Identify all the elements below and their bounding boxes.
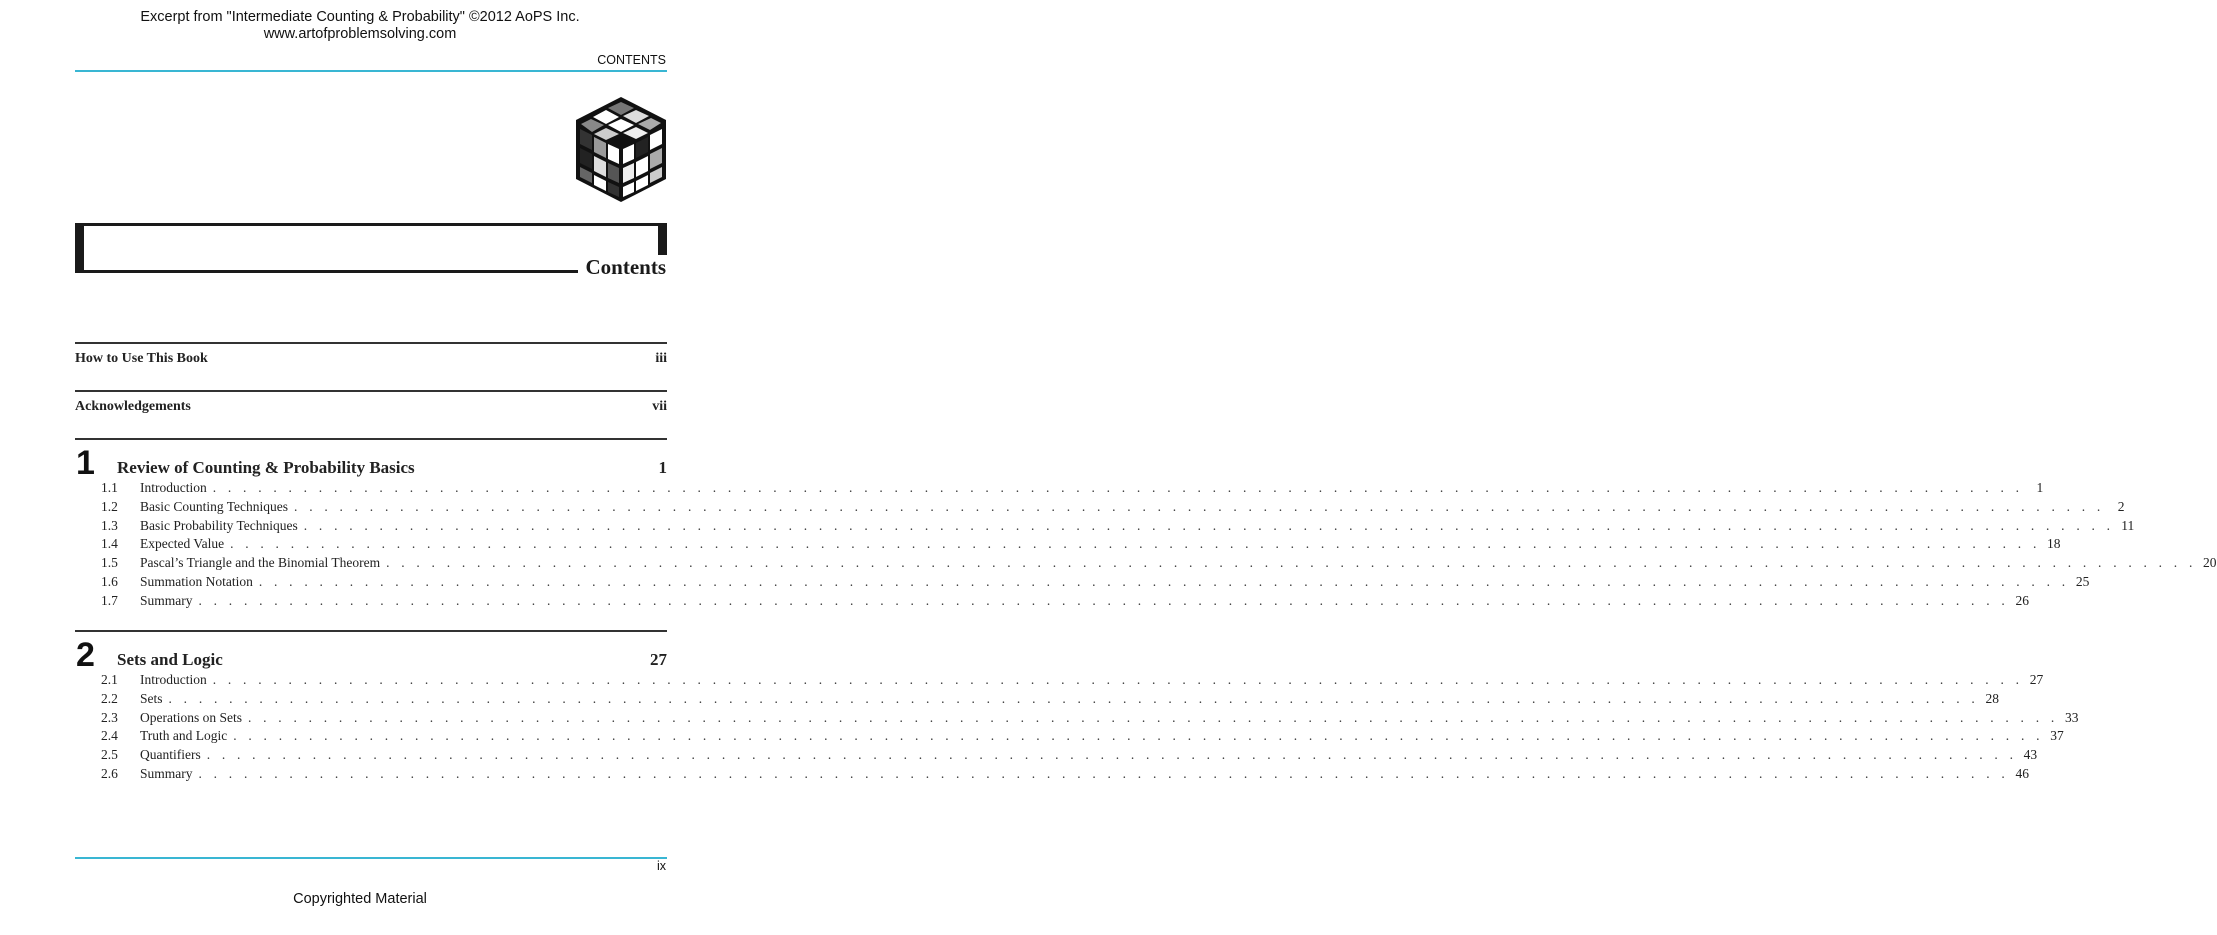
section-number: 2.2: [101, 690, 118, 706]
chapter-number: 1: [76, 444, 95, 482]
divider: [75, 438, 667, 440]
dot-leader: . . . . . . . . . . . . . . . . . . . . . . . . . . . . . . . . . . . . . . . . . . . . . . . . . . . . . . . . . . . . . . . . . . . . . . . . . . . . . . . . . . . . . . . . . . . . . . . . . . . . . . . . . . . . . . . . . . . . . . . .: [212, 480, 2024, 495]
toc-entry-title: Acknowledgements: [75, 399, 191, 414]
chapter-page: 27: [650, 650, 667, 669]
page-number: ix: [656, 859, 666, 873]
section-number: 1.6: [101, 574, 118, 589]
divider: [75, 630, 667, 632]
section-page: 2: [2117, 498, 2125, 514]
excerpt-url: www.artofproblemsolving.com: [263, 26, 457, 42]
dot-leader: . . . . . . . . . . . . . . . . . . . . . . . . . . . . . . . . . . . . . . . . . . . . . . . . . . . . . . . . . . . . . . . . . . . . . . . . . . . . . . . . . . . . . . . . . . . . . . . . . . . . . . . . . . . . . . . . . . . . . . . .: [212, 672, 2024, 687]
toc-section-row[interactable]: [101, 592, 2029, 612]
section-title: Introduction: [140, 672, 207, 687]
dot-leader: . . . . . . . . . . . . . . . . . . . . . . . . . . . . . . . . . . . . . . . . . . . . . . . . . . . . . . . . . . . . . . . . . . . . . . . . . . . . . . . . . . . . . . . . . . . . . . . . . . . . . . . . . . . . . . . . . . . . . . . .: [386, 555, 2197, 571]
toc-section-row[interactable]: [101, 690, 1999, 710]
section-title: Pascal’s Triangle and the Binomial Theorem: [140, 555, 381, 571]
section-number: 2.3: [101, 709, 118, 725]
toc-section-row[interactable]: [101, 517, 2135, 537]
toc-section-row[interactable]: [101, 574, 2090, 593]
section-page: 20: [2203, 555, 2217, 571]
section-title: Truth and Logic: [140, 728, 228, 744]
section-title: Summation Notation: [140, 574, 253, 589]
dot-leader: . . . . . . . . . . . . . . . . . . . . . . . . . . . . . . . . . . . . . . . . . . . . . . . . . . . . . . . . . . . . . . . . . . . . . . . . . . . . . . . . . . . . . . . . . . . . . . . . . . . . . . . . . . . . . . . . . . . . . . . .: [230, 536, 2041, 552]
page-title: Contents: [585, 255, 666, 279]
section-number: 1.3: [101, 517, 118, 533]
section-title: Quantifiers: [140, 747, 201, 763]
dot-leader: . . . . . . . . . . . . . . . . . . . . . . . . . . . . . . . . . . . . . . . . . . . . . . . . . . . . . . . . . . . . . . . . . . . . . . . . . . . . . . . . . . . . . . . . . . . . . . . . . . . . . . . . . . . . . . . . . . . . . . . .: [248, 709, 2059, 725]
section-title: Sets: [140, 690, 163, 706]
bottom-accent-rule: [75, 857, 667, 859]
dot-leader: . . . . . . . . . . . . . . . . . . . . . . . . . . . . . . . . . . . . . . . . . . . . . . . . . . . . . . . . . . . . . . . . . . . . . . . . . . . . . . . . . . . . . . . . . . . . . . . . . . . . . . . . . . . . . . . . . . . . . . . .: [168, 690, 1979, 706]
chapter-page: 1: [658, 458, 667, 477]
dot-leader: . . . . . . . . . . . . . . . . . . . . . . . . . . . . . . . . . . . . . . . . . . . . . . . . . . . . . . . . . . . . . . . . . . . . . . . . . . . . . . . . . . . . . . . . . . . . . . . . . . . . . . . . . . . . . . . . . . . . . . . .: [198, 766, 2009, 781]
toc-section-row[interactable]: [101, 480, 2044, 499]
section-title: Summary: [140, 766, 193, 781]
chapter-title: Sets and Logic: [117, 650, 223, 669]
toc-section-row[interactable]: [101, 555, 2217, 574]
section-title: Introduction: [140, 480, 207, 495]
section-page: 1: [2036, 480, 2044, 495]
section-title: Basic Probability Techniques: [140, 517, 298, 533]
toc-section-row[interactable]: [101, 536, 2061, 555]
section-page: 27: [2029, 672, 2044, 687]
toc-entry-page: iii: [655, 351, 667, 366]
section-title: Summary: [140, 592, 193, 608]
divider: [75, 390, 667, 392]
section-number: 2.1: [101, 672, 118, 687]
section-number: 2.6: [101, 766, 118, 781]
chapter-title: Review of Counting & Probability Basics: [117, 458, 415, 477]
chapter-number: 2: [76, 636, 95, 674]
chapter-heading-2[interactable]: [117, 650, 667, 670]
section-number: 1.5: [101, 555, 118, 571]
dot-leader: . . . . . . . . . . . . . . . . . . . . . . . . . . . . . . . . . . . . . . . . . . . . . . . . . . . . . . . . . . . . . . . . . . . . . . . . . . . . . . . . . . . . . . . . . . . . . . . . . . . . . . . . . . . . . . . . . . . . . . . .: [303, 517, 2115, 533]
section-number: 1.2: [101, 498, 118, 514]
copyright-notice: Copyrighted Material: [293, 891, 427, 907]
toc-section-row[interactable]: [101, 498, 2125, 518]
section-number: 1.1: [101, 480, 118, 495]
dot-leader: . . . . . . . . . . . . . . . . . . . . . . . . . . . . . . . . . . . . . . . . . . . . . . . . . . . . . . . . . . . . . . . . . . . . . . . . . . . . . . . . . . . . . . . . . . . . . . . . . . . . . . . . . . . . . . . . . . . . . . . .: [258, 574, 2070, 589]
section-number: 2.5: [101, 747, 118, 763]
section-title: Expected Value: [140, 536, 225, 552]
section-page: 43: [2023, 747, 2038, 763]
toc-entry-page: vii: [652, 399, 667, 414]
toc-entry-title: How to Use This Book: [75, 351, 208, 366]
toc-section-row[interactable]: [101, 728, 2064, 747]
excerpt-line-1: Excerpt from "Intermediate Counting & Probability" ©2012 AoPS Inc.: [140, 9, 580, 25]
toc-section-row[interactable]: [101, 766, 2029, 785]
dot-leader: . . . . . . . . . . . . . . . . . . . . . . . . . . . . . . . . . . . . . . . . . . . . . . . . . . . . . . . . . . . . . . . . . . . . . . . . . . . . . . . . . . . . . . . . . . . . . . . . . . . . . . . . . . . . . . . . . . . . . . . .: [206, 747, 2018, 763]
toc-entry-front-1[interactable]: [75, 351, 667, 367]
section-page: 25: [2075, 574, 2090, 589]
toc-section-row[interactable]: [101, 747, 2038, 766]
running-head: CONTENTS: [597, 53, 666, 67]
chapter-heading-1[interactable]: [117, 458, 667, 478]
dot-leader: . . . . . . . . . . . . . . . . . . . . . . . . . . . . . . . . . . . . . . . . . . . . . . . . . . . . . . . . . . . . . . . . . . . . . . . . . . . . . . . . . . . . . . . . . . . . . . . . . . . . . . . . . . . . . . . . . . . . . . . .: [233, 728, 2044, 744]
excerpt-header: [0, 9, 720, 43]
section-number: 1.4: [101, 536, 118, 552]
section-page: 26: [2015, 592, 2029, 608]
section-page: 37: [2050, 728, 2064, 744]
toc-entry-front-2[interactable]: [75, 399, 667, 415]
divider: [75, 342, 667, 344]
section-page: 11: [2121, 517, 2135, 533]
section-page: 18: [2047, 536, 2061, 552]
contents-title-frame: [75, 223, 667, 273]
section-number: 2.4: [101, 728, 118, 744]
top-accent-rule: [75, 70, 667, 72]
section-page: 33: [2064, 709, 2079, 725]
section-page: 28: [1985, 690, 1999, 706]
section-page: 46: [2015, 766, 2029, 781]
section-title: Basic Counting Techniques: [140, 498, 289, 514]
toc-section-row[interactable]: [101, 709, 2079, 729]
section-title: Operations on Sets: [140, 709, 242, 725]
dot-leader: . . . . . . . . . . . . . . . . . . . . . . . . . . . . . . . . . . . . . . . . . . . . . . . . . . . . . . . . . . . . . . . . . . . . . . . . . . . . . . . . . . . . . . . . . . . . . . . . . . . . . . . . . . . . . . . . . . . . . . . .: [294, 498, 2105, 514]
dot-leader: . . . . . . . . . . . . . . . . . . . . . . . . . . . . . . . . . . . . . . . . . . . . . . . . . . . . . . . . . . . . . . . . . . . . . . . . . . . . . . . . . . . . . . . . . . . . . . . . . . . . . . . . . . . . . . . . . . . . . . . .: [198, 592, 2009, 608]
cube-logo-icon: [570, 93, 672, 205]
section-number: 1.7: [101, 592, 118, 608]
toc-section-row[interactable]: [101, 672, 2044, 691]
